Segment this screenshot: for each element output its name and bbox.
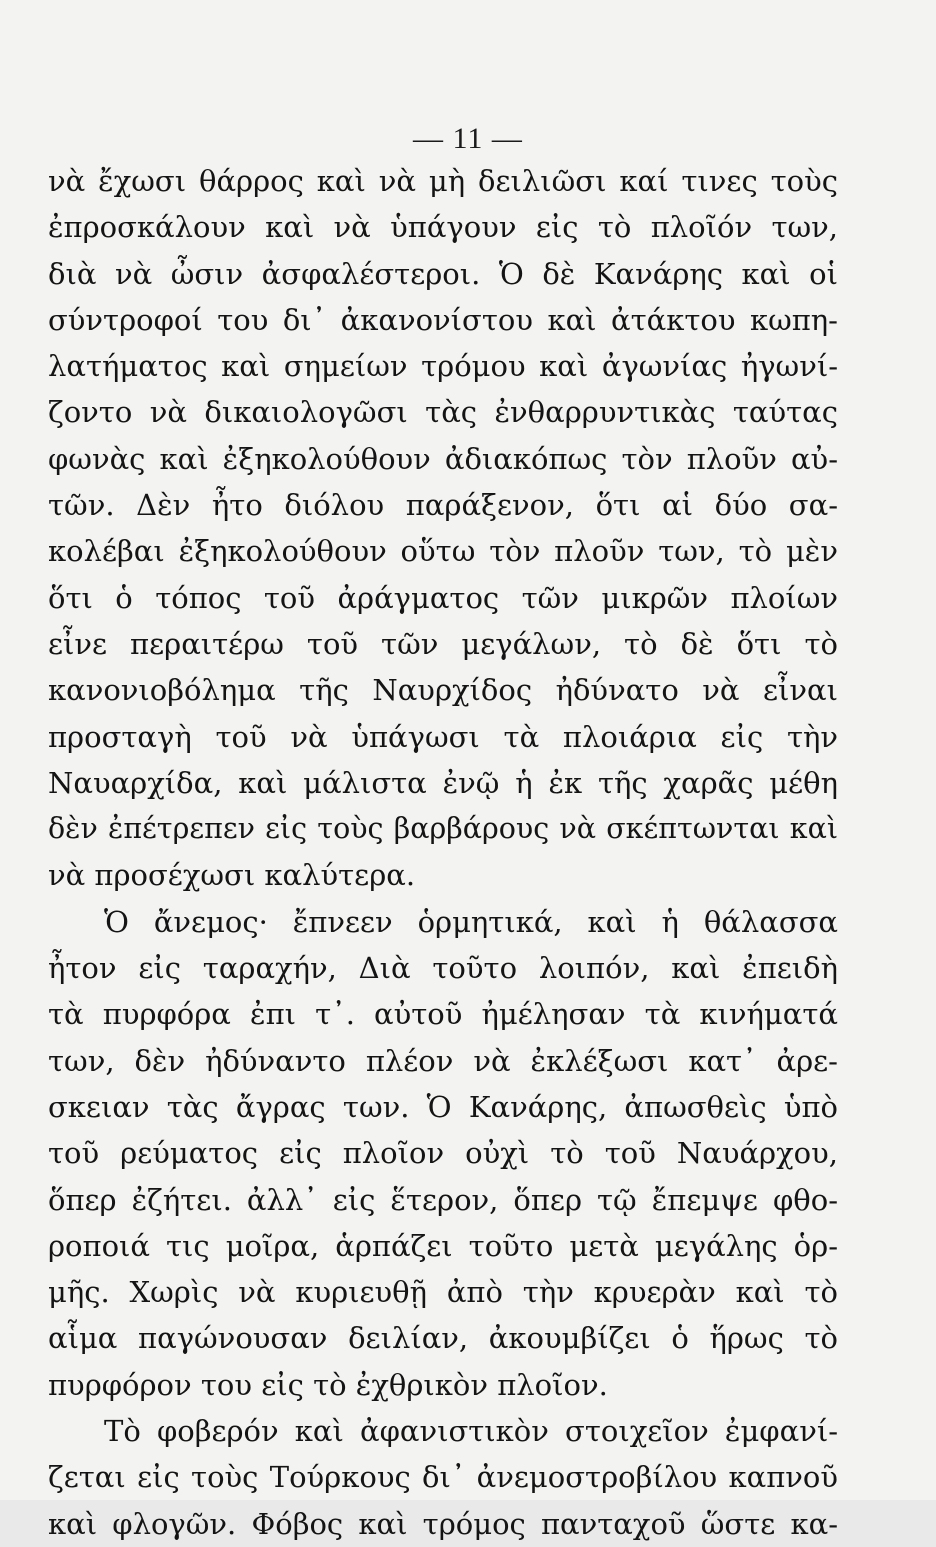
text-line: νὰ ἔχωσι θάρρος καὶ νὰ μὴ δειλιῶσι καί τινες τοὺς	[48, 164, 838, 198]
text-line: Τὸ φοβερόν καὶ ἀφανιστικὸν στοιχεῖον ἐμφανί-	[104, 1414, 838, 1449]
text-line: σύντροφοί του δι᾽ ἀκανονίστου καὶ ἀτάκτου κωπη-	[48, 302, 838, 337]
text-line: ὅτι ὁ τόπος τοῦ ἀράγματος τῶν μικρῶν πλοίων	[48, 580, 838, 615]
text-line: τῶν. Δὲν ἦτο διόλου παράξενον, ὅτι αἱ δύο σα-	[48, 488, 838, 523]
text-line: Ναυαρχίδα, καὶ μάλιστα ἐνῷ ἡ ἐκ τῆς χαρᾶς μέθη	[48, 765, 838, 800]
text-line: νὰ προσέχωσι καλύτερα.	[48, 858, 416, 893]
text-line: ἦτον εἰς ταραχήν, Διὰ τοῦτο λοιπόν, καὶ ἐπειδὴ	[48, 951, 838, 986]
text-line: καὶ φλογῶν. Φόβος καὶ τρόμος πανταχοῦ ὥστε κα-	[48, 1506, 838, 1541]
text-line: αἷμα παγώνουσαν δειλίαν, ἀκουμβίζει ὁ ἥρως τὸ	[48, 1321, 838, 1356]
body-text	[48, 158, 838, 1547]
text-line: κολέβαι ἐξηκολούθουν οὕτω τὸν πλοῦν των, τὸ μὲν	[48, 534, 838, 569]
text-line: Ὁ ἄνεμος· ἔπνεεν ὁρμητικά, καὶ ἡ θάλασσα	[104, 904, 838, 939]
text-line: εἶνε περαιτέρω τοῦ τῶν μεγάλων, τὸ δὲ ὅτι τὸ	[48, 626, 838, 661]
text-line: κανονιοβόλημα τῆς Ναυρχίδος ἠδύνατο νὰ εἶναι	[48, 673, 838, 708]
text-line: ροποιά τις μοῖρα, ἁρπάζει τοῦτο μετὰ μεγάλης ὁρ-	[48, 1228, 838, 1263]
text-line: των, δὲν ἠδύναντο πλέον νὰ ἐκλέξωσι κατ᾽ ἀρε-	[48, 1043, 838, 1078]
text-line: ζεται εἰς τοὺς Τούρκους δι᾽ ἀνεμοστροβίλου καπνοῦ	[48, 1460, 838, 1495]
text-line: τοῦ ρεύματος εἰς πλοῖον οὐχὶ τὸ τοῦ Ναυάρχου,	[48, 1136, 838, 1171]
page-number: — 11 —	[413, 122, 523, 155]
text-line: ἐπροσκάλουν καὶ νὰ ὑπάγουν εἰς τὸ πλοῖόν των,	[48, 210, 838, 245]
text-line: τὰ πυρφόρα ἐπι τ᾽. αὐτοῦ ἠμέλησαν τὰ κινήματά	[48, 997, 838, 1032]
text-line: ζοντο νὰ δικαιολογῶσι τὰς ἐνθαρρυντικὰς ταύτας	[48, 395, 838, 430]
text-line: πυρφόρον του εἰς τὸ ἐχθρικὸν πλοῖον.	[48, 1367, 608, 1402]
text-line: δὲν ἐπέτρεπεν εἰς τοὺς βαρβάρους νὰ σκέπτωνται καὶ	[48, 812, 838, 846]
text-line: διὰ νὰ ὦσιν ἀσφαλέστεροι. Ὁ δὲ Κανάρης καὶ οἱ	[48, 256, 838, 291]
text-line: μῆς. Χωρὶς νὰ κυριευθῇ ἀπὸ τὴν κρυερὰν καὶ τὸ	[48, 1275, 838, 1310]
text-line: φωνὰς καὶ ἐξηκολούθουν ἀδιακόπως τὸν πλοῦν αὐ-	[48, 441, 838, 476]
text-line: ὅπερ ἐζήτει. ἀλλ᾽ εἰς ἕτερον, ὅπερ τῷ ἔπεμψε φθο-	[48, 1182, 838, 1217]
text-line: σκειαν τὰς ἄγρας των. Ὁ Κανάρης, ἀπωσθεὶς ὑπὸ	[48, 1089, 838, 1124]
text-line: λατήματος καὶ σημείων τρόμου καὶ ἀγωνίας ἠγωνί-	[48, 349, 838, 384]
text-line: προσταγὴ τοῦ νὰ ὑπάγωσι τὰ πλοιάρια εἰς τὴν	[48, 719, 838, 754]
